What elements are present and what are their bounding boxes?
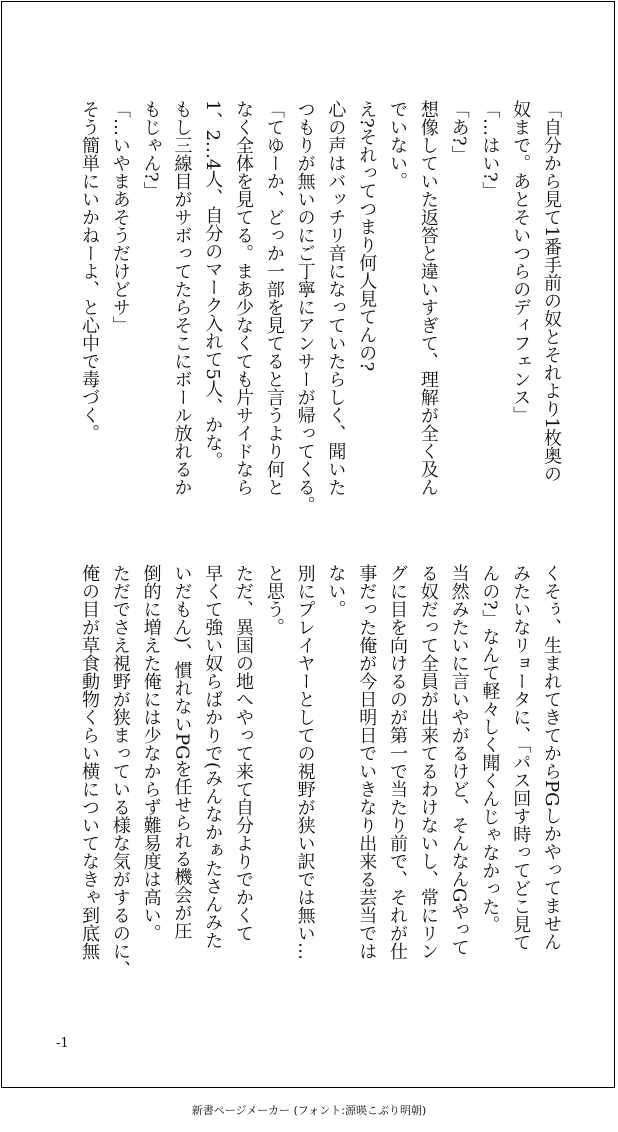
text-line: でいない。 xyxy=(387,100,409,190)
text-line: 「…いやまあそうだけどサ」 xyxy=(109,100,131,334)
text-line: くそぅ、生まれてきてからPGしかやってません xyxy=(541,564,562,951)
text-line: 当然みたいに言いやがるけど、そんなんGやって xyxy=(448,564,470,957)
text-line: 「自分から見て1番手前の奴とそれより1枚奥の xyxy=(541,100,562,483)
text-line: 想像していた返答と違いすぎて、理解が全く及ん xyxy=(417,100,439,496)
text-line: つもりが無いのにご丁寧にアンサーが帰ってくる。 xyxy=(294,100,316,514)
text-block-lower xyxy=(73,564,566,1000)
text-line: 「…はい?」 xyxy=(479,100,501,200)
text-line: 心の声はバッチリ音になっていたらしく、聞いた xyxy=(325,100,347,496)
text-line: 奴まで。あとそいつらのディフェンス」 xyxy=(510,100,532,424)
text-line: なく全体を見てる。まあ少なくても片サイドなら xyxy=(233,100,255,496)
text-block-upper xyxy=(73,100,566,536)
text-line: 1、2…4人、自分のマーク入れて5人、かな。 xyxy=(202,100,224,470)
text-line: る奴だって全員が出来てるわけないし、常にリン xyxy=(417,564,439,960)
text-line: みたいなリョータに、「パス回す時ってどこ見て xyxy=(510,564,532,951)
text-line: んの?」なんて軽々しく聞くんじゃなかった。 xyxy=(479,564,501,934)
page-number: -1 xyxy=(56,1036,69,1051)
text-line: 倒的に増えた俺には少なからず難易度は高い。 xyxy=(140,564,162,942)
text-line: グに目を向けるのが第一で当たり前で、それが仕 xyxy=(387,564,409,960)
text-line: と思う。 xyxy=(263,564,285,636)
text-line: ただ、異国の地へやって来て自分よりでかくて xyxy=(233,564,255,942)
footer-credit: 新書ページメーカー (フォント:源暎こぶり明朝) xyxy=(191,1104,427,1117)
text-line: 事だった俺が今日明日でいきなり出来る芸当では xyxy=(356,564,378,960)
text-line: ただでさえ視野が狭まっている様な気がするのに、 xyxy=(109,564,131,978)
text-line: もし三線目がサボってたらそこにボール放れるか xyxy=(171,100,193,496)
text-line: 早くて強い奴らばかりで(みんなかぁたさんみた xyxy=(202,564,224,950)
text-line: え?それってつまり何人見てんの? xyxy=(356,100,378,372)
text-line: 「てゆーか、どっか一部を見てると言うより何と xyxy=(263,100,285,496)
text-line: 「あ?」 xyxy=(448,100,470,164)
text-line: いだもん)、慣れないPGを任せられる機会が圧 xyxy=(171,564,193,940)
text-line: 別にプレイヤーとしての視野が狭い訳では無い… xyxy=(294,564,316,960)
text-line: もじゃん?」 xyxy=(140,100,162,200)
book-page xyxy=(1,1,615,1088)
text-line: 俺の目が草食動物くらい横についてなきゃ到底無 xyxy=(79,564,101,960)
text-line: ない。 xyxy=(325,564,347,618)
text-line: そう簡単にいかねーよ、と心中で毒づく。 xyxy=(79,100,101,442)
